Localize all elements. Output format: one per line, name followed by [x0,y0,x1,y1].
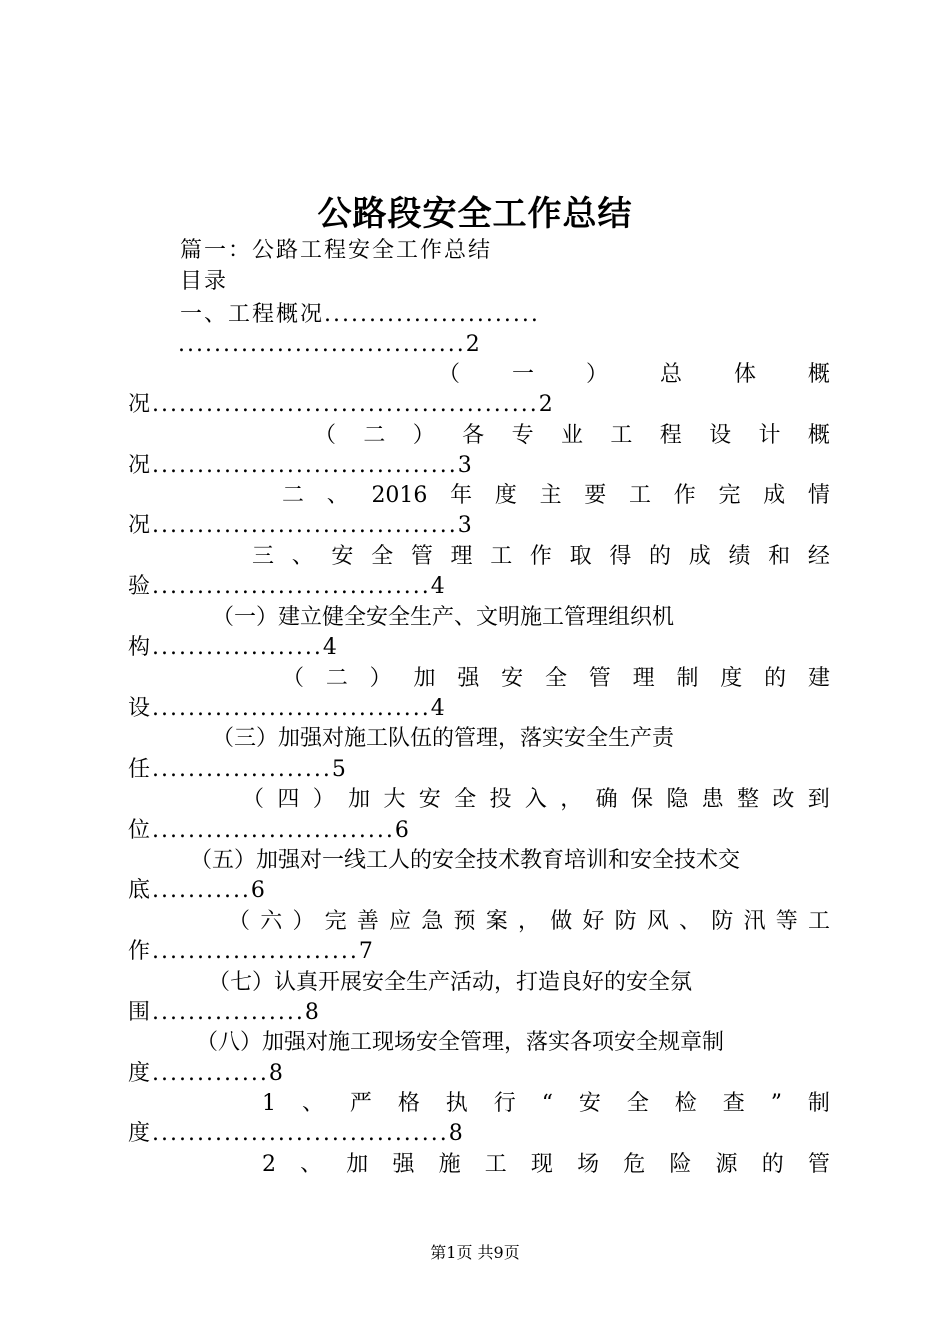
toc-line: 篇一：公路工程安全工作总结 [180,238,493,263]
toc-line: 三 、 安 全 管 理 工 作 取 得 的 成 绩 和 经 [252,544,830,569]
toc-line: 况..................................3 [128,513,474,538]
toc-line: 一、工程概况........................ [180,302,540,327]
toc-line: 2 、 加 强 施 工 现 场 危 险 源 的 管 [262,1152,830,1177]
toc-line: （ 二 ） 各 专 业 工 程 设 计 概 [314,423,830,448]
toc-line: 任....................5 [128,757,348,782]
toc-line: 设...............................4 [128,696,447,721]
toc-line: 位...........................6 [128,818,411,843]
toc-line: 构...................4 [128,635,339,660]
toc-line: （五）加强对一线工人的安全技术教育培训和安全技术交 [190,848,741,873]
toc-line: （ 四 ） 加 大 安 全 投 入 ， 确 保 隐 患 整 改 到 [242,787,830,812]
toc-line: 二 、 2016 年 度 主 要 工 作 完 成 情 [282,483,830,508]
toc-line: （七）认真开展安全生产活动，打造良好的安全氛 [208,970,693,995]
toc-line: 作.......................7 [128,939,375,964]
document-title: 公路段安全工作总结 [317,194,633,234]
toc-line: 度.................................8 [128,1121,465,1146]
toc-line: 验...............................4 [128,574,447,599]
toc-line: ................................2 [178,332,482,357]
toc-line: 底...........6 [128,878,267,903]
toc-line: 1 、 严 格 执 行 “ 安 全 检 查 ” 制 [262,1091,830,1116]
toc-line: （ 六 ） 完 善 应 急 预 案 ， 做 好 防 风 、 防 汛 等 工 [228,909,830,934]
toc-line: 况...........................................2 [128,392,555,417]
page-footer: 第1页 共9页 [430,1243,520,1262]
toc-line: （ 一 ） 总 体 概 [438,362,830,387]
toc-line: 围.................8 [128,1000,321,1025]
toc-line: 度.............8 [128,1061,285,1086]
toc-line: （三）加强对施工队伍的管理，落实安全生产责 [212,726,675,751]
toc-line: （八）加强对施工现场安全管理，落实各项安全规章制 [196,1030,725,1055]
toc-line: （ 二 ） 加 强 安 全 管 理 制 度 的 建 [282,666,830,691]
toc-line: （一）建立健全安全生产、文明施工管理组织机 [212,605,675,630]
toc-line: 目录 [180,269,229,294]
toc-line: 况..................................3 [128,453,474,478]
